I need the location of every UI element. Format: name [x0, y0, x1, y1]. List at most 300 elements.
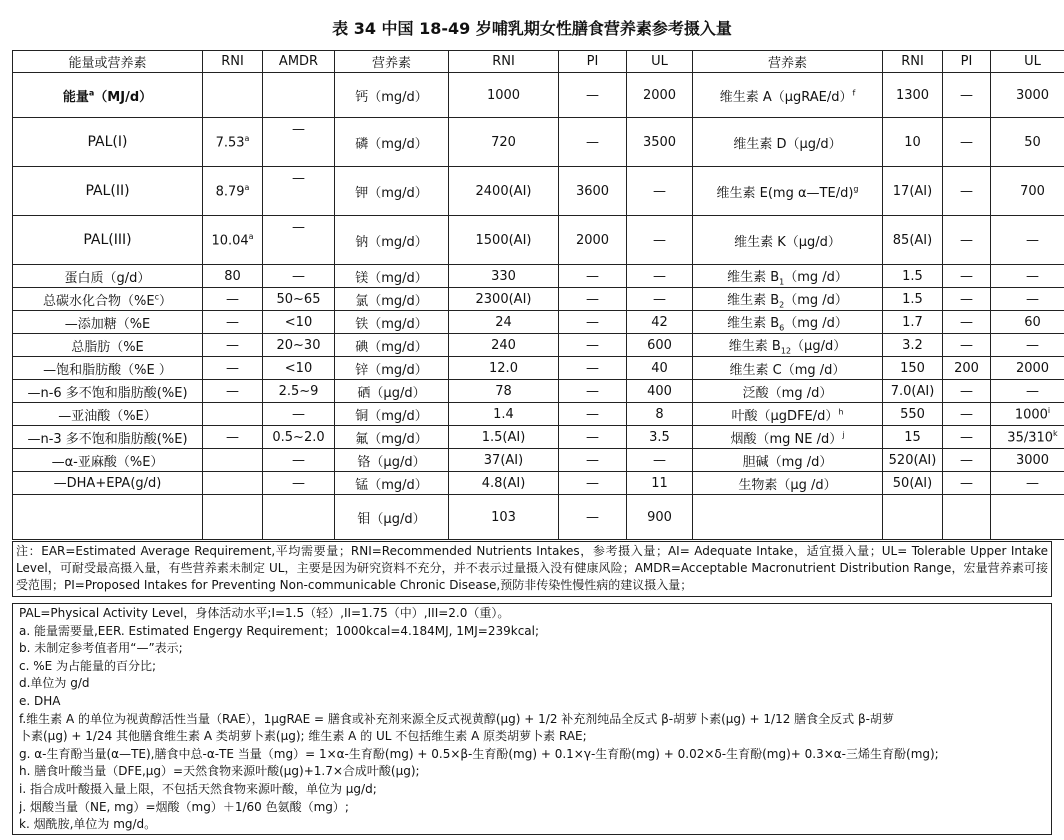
table-cell [943, 73, 991, 118]
cell-text: 50~65 [276, 291, 321, 307]
cell-text: — [1026, 475, 1039, 491]
table-cell [883, 311, 943, 334]
table-cell [559, 311, 627, 334]
cell-text: 氟（mg/d） [355, 431, 428, 447]
table-cell [263, 403, 335, 426]
cell-text: —添加糖（%E [64, 316, 151, 332]
table-cell [883, 472, 943, 495]
table-header-row [13, 51, 1064, 73]
table-cell [203, 288, 263, 311]
cell-text: 1300 [895, 87, 930, 103]
cell-text: 240 [491, 337, 516, 353]
cell-text: 钠（mg/d） [355, 234, 428, 250]
table-cell [203, 118, 263, 167]
table-cell [203, 334, 263, 357]
table-cell [883, 288, 943, 311]
cell-text: <10 [284, 360, 313, 376]
table-cell [263, 449, 335, 472]
footnote-line: e. DHA [19, 693, 61, 708]
cell-text: 1.5 [902, 268, 923, 284]
cell-text: 50 [1024, 134, 1041, 150]
table-cell [991, 265, 1064, 288]
header-cell: PI [943, 51, 991, 73]
table-row [13, 73, 1064, 118]
cell-text: 能量 [62, 89, 89, 105]
cell-text: 1000 [1014, 407, 1048, 423]
cell-text: — [586, 268, 599, 284]
table-cell [13, 357, 203, 380]
cell-text: 42 [651, 314, 668, 330]
cell-text: 总碳水化合物（%E [43, 293, 155, 309]
cell-text: — [226, 337, 239, 353]
cell-text: 维生素 D（μg/d） [733, 136, 842, 152]
cell-text-rest: （mg /d） [784, 269, 848, 285]
table-cell [263, 472, 335, 495]
table-cell [693, 357, 883, 380]
table-cell [627, 265, 693, 288]
cell-text: —α-亚麻酸（%E） [51, 454, 164, 470]
cell-text: —n-3 多不饱和脂肪酸(%E) [27, 431, 188, 447]
cell-text: 0.5~2.0 [272, 429, 325, 445]
table-cell [335, 403, 449, 426]
table-row [13, 495, 1064, 540]
cell-subscript: 2 [779, 300, 785, 310]
table-cell [335, 167, 449, 216]
cell-text: — [586, 509, 599, 525]
cell-text: 900 [647, 509, 672, 525]
cell-text: 1500(AI) [475, 232, 532, 248]
table-cell [335, 73, 449, 118]
table-cell [883, 118, 943, 167]
table-cell [449, 403, 559, 426]
footnote-line: j. 烟酸当量（NE, mg）=烟酸（mg）＋1/60 色氨酸（mg）; [19, 799, 349, 814]
cell-text: — [292, 122, 305, 137]
cell-text: — [586, 383, 599, 399]
cell-text: 37(AI) [483, 452, 524, 468]
cell-text: — [960, 452, 973, 468]
cell-text: 10.04 [211, 233, 249, 249]
cell-text: — [1026, 383, 1039, 399]
cell-text: — [960, 337, 973, 353]
table-cell [693, 167, 883, 216]
table-cell [263, 216, 335, 265]
cell-text: — [960, 232, 973, 248]
table-cell [335, 495, 449, 540]
table-cell [203, 380, 263, 403]
cell-text: 钾（mg/d） [355, 185, 428, 201]
table-cell [627, 357, 693, 380]
cell-text: — [292, 406, 305, 422]
page-title: 表 34 中国 18-49 岁哺乳期女性膳食营养素参考摄入量 [332, 19, 732, 38]
cell-text: — [960, 383, 973, 399]
table-cell [943, 265, 991, 288]
cell-text: 3600 [575, 183, 610, 199]
table-cell [883, 495, 943, 540]
table-cell [335, 426, 449, 449]
table-cell [627, 288, 693, 311]
cell-text: 2000 [575, 232, 610, 248]
table-cell [449, 118, 559, 167]
cell-text: 50(AI) [892, 475, 933, 491]
table-cell [559, 357, 627, 380]
cell-text: 700 [1020, 183, 1045, 199]
cell-subscript: 12 [780, 346, 792, 356]
cell-text: 330 [491, 268, 516, 284]
cell-text: 103 [491, 509, 516, 525]
cell-text: — [1026, 232, 1039, 248]
table-cell [693, 426, 883, 449]
table-cell [943, 334, 991, 357]
cell-text: 400 [647, 383, 672, 399]
table-cell [883, 357, 943, 380]
table-cell [943, 167, 991, 216]
cell-text: 78 [495, 383, 512, 399]
cell-superscript: i [1047, 405, 1051, 415]
cell-text-rest: ） [158, 293, 172, 309]
table-row [13, 357, 1064, 380]
table-cell [883, 216, 943, 265]
cell-text: 生物素（μg /d） [738, 477, 837, 493]
cell-text: 2.5~9 [278, 383, 319, 399]
cell-text: PAL(II) [85, 183, 130, 199]
table-cell [991, 426, 1064, 449]
table-cell [449, 426, 559, 449]
cell-superscript: a [88, 88, 95, 98]
table-cell [263, 495, 335, 540]
table-cell [559, 167, 627, 216]
cell-text: — [1026, 268, 1039, 284]
table-cell [943, 216, 991, 265]
cell-text-rest: （mg /d） [784, 315, 848, 331]
table-row [13, 380, 1064, 403]
cell-text: — [226, 429, 239, 445]
cell-text: 铜（mg/d） [355, 408, 428, 424]
cell-text: 8.79 [215, 184, 245, 200]
table-cell [627, 449, 693, 472]
table-cell [263, 380, 335, 403]
cell-text: 1000 [486, 87, 521, 103]
cell-text: — [586, 87, 599, 103]
cell-text: — [960, 87, 973, 103]
table-cell [449, 357, 559, 380]
table-cell [263, 357, 335, 380]
table-cell [883, 265, 943, 288]
table-cell [627, 167, 693, 216]
cell-text: 15 [904, 429, 921, 445]
cell-superscript: j [842, 430, 845, 440]
table-cell [13, 311, 203, 334]
table-cell [991, 118, 1064, 167]
table-cell [943, 380, 991, 403]
cell-text: 40 [651, 360, 668, 376]
cell-superscript: f [852, 88, 856, 98]
cell-text: 3500 [642, 134, 677, 150]
table-cell [13, 380, 203, 403]
table-cell [943, 311, 991, 334]
cell-text: 2000 [1015, 360, 1050, 376]
table-cell [693, 311, 883, 334]
footnote-line: PAL=Physical Activity Level，身体活动水平;I=1.5（轻）,II=1.75（中）,III=2.0（重）。 [19, 606, 510, 620]
table-cell [13, 118, 203, 167]
cell-text: — [292, 171, 305, 186]
table-cell [943, 449, 991, 472]
table-cell [559, 288, 627, 311]
table-cell [693, 334, 883, 357]
cell-text: 维生素 C（mg /d） [729, 362, 846, 378]
header-cell: RNI [883, 51, 943, 73]
table-cell [13, 167, 203, 216]
table-cell [559, 426, 627, 449]
table-cell [335, 380, 449, 403]
table-row [13, 118, 1064, 167]
table-cell [13, 403, 203, 426]
table-cell [693, 288, 883, 311]
cell-subscript: 1 [779, 277, 785, 287]
table-cell [991, 167, 1064, 216]
footnote-line: g. α-生育酚当量(α—TE),膳食中总-α-TE 当量（mg）= 1×α-生育酚(mg) + 0.5×β-生育酚(mg) + 0.1×γ-生育酚(mg) + 0.02×δ-生育酚(mg)+ 0.3×α-三烯生育酚(mg); [19, 746, 939, 761]
cell-text: 钼（μg/d） [357, 511, 426, 527]
cell-text: — [292, 220, 305, 235]
table-cell [449, 495, 559, 540]
cell-text: — [586, 406, 599, 422]
table-cell [559, 449, 627, 472]
table-cell [627, 426, 693, 449]
cell-superscript: k [1053, 428, 1058, 438]
cell-text: — [226, 291, 239, 307]
cell-text: 24 [495, 314, 512, 330]
header-cell: UL [627, 51, 693, 73]
cell-text: 锌（mg/d） [355, 362, 428, 378]
table-row [13, 265, 1064, 288]
cell-text: 10 [904, 134, 921, 150]
table-cell [335, 288, 449, 311]
cell-text: 维生素 B [727, 269, 780, 285]
cell-text: 150 [900, 360, 925, 376]
cell-text: — [960, 268, 973, 284]
cell-text: 85(AI) [892, 232, 933, 248]
table-cell [263, 334, 335, 357]
cell-text: 3.2 [902, 337, 923, 353]
cell-text: 泛酸（mg /d） [742, 385, 833, 401]
cell-text: — [653, 291, 666, 307]
cell-text: 35/310 [1007, 430, 1054, 446]
table-cell [943, 403, 991, 426]
cell-text: PAL(I) [87, 134, 128, 150]
table-row [13, 288, 1064, 311]
table-cell [627, 216, 693, 265]
table-cell [449, 380, 559, 403]
cell-text: — [586, 452, 599, 468]
table-cell [203, 472, 263, 495]
table-cell [991, 380, 1064, 403]
cell-text: — [960, 134, 973, 150]
table-cell [991, 288, 1064, 311]
table-cell [693, 472, 883, 495]
table-cell [693, 118, 883, 167]
table-cell [13, 426, 203, 449]
table-cell [263, 426, 335, 449]
cell-text-rest: （mg /d） [784, 292, 848, 308]
table-cell [627, 380, 693, 403]
header-cell: UL [991, 51, 1064, 73]
cell-text: 1.4 [493, 406, 514, 422]
cell-superscript: a [248, 231, 254, 241]
footnote-line: k. 烟酰胺,单位为 mg/d。 [19, 817, 157, 832]
cell-text-rest: （MJ/d） [94, 89, 153, 105]
table-cell [883, 73, 943, 118]
table-cell [449, 167, 559, 216]
cell-text: 铬（μg/d） [357, 454, 426, 470]
cell-text: 叶酸（μgDFE/d） [731, 408, 839, 424]
table-cell [13, 216, 203, 265]
table-cell [13, 73, 203, 118]
cell-text: 11 [651, 475, 668, 491]
cell-text: 200 [954, 360, 979, 376]
table-cell [559, 472, 627, 495]
table-cell [13, 449, 203, 472]
table-cell [203, 73, 263, 118]
cell-superscript: g [853, 184, 859, 194]
cell-text: 维生素 K（μg/d） [734, 234, 841, 250]
table-cell [335, 118, 449, 167]
cell-text: — [586, 314, 599, 330]
table-cell [449, 311, 559, 334]
footnote-line: i. 指合成叶酸摄入量上限，不包括天然食物来源叶酸，单位为 μg/d; [19, 781, 377, 796]
cell-text: 蛋白质（g/d） [64, 270, 151, 286]
footnote-line: c. %E 为占能量的百分比; [19, 658, 157, 673]
table-cell [263, 167, 335, 216]
cell-text: 2300(AI) [475, 291, 532, 307]
cell-text: — [586, 337, 599, 353]
cell-text: 维生素 E(mg α—TE/d) [716, 185, 854, 201]
cell-subscript: 6 [779, 323, 785, 333]
nutrient-table [12, 50, 1064, 540]
table-cell [883, 449, 943, 472]
table-cell [991, 495, 1064, 540]
header-cell: 营养素 [335, 51, 449, 73]
table-cell [943, 495, 991, 540]
footnote-line: h. 膳食叶酸当量（DFE,μg）=天然食物来源叶酸(μg)+1.7×合成叶酸(μg); [19, 764, 420, 779]
cell-text: 20~30 [276, 337, 321, 353]
cell-text: 520(AI) [888, 452, 937, 468]
table-cell [883, 380, 943, 403]
cell-text: 17(AI) [892, 183, 933, 199]
table-cell [991, 334, 1064, 357]
table-cell [263, 118, 335, 167]
table-cell [627, 334, 693, 357]
table-cell [559, 216, 627, 265]
cell-text-rest: （μg/d） [791, 338, 847, 354]
table-cell [559, 495, 627, 540]
table-cell [449, 334, 559, 357]
table-cell [943, 472, 991, 495]
cell-text: 胆碱（mg /d） [742, 454, 833, 470]
cell-text: 60 [1024, 314, 1041, 330]
table-cell [627, 495, 693, 540]
cell-text: 2000 [642, 87, 677, 103]
table-cell [943, 118, 991, 167]
cell-text: 80 [224, 268, 241, 284]
table-cell [335, 334, 449, 357]
table-cell [203, 216, 263, 265]
table-cell [263, 265, 335, 288]
footnotes-box [12, 603, 1052, 835]
table-cell [991, 216, 1064, 265]
table-cell [263, 311, 335, 334]
table-cell [693, 216, 883, 265]
cell-text: 氯（mg/d） [355, 293, 428, 309]
cell-text: 2400(AI) [475, 183, 532, 199]
table-cell [13, 472, 203, 495]
table-cell [203, 357, 263, 380]
table-cell [943, 426, 991, 449]
footnote-line: 卜素(μg) + 1/24 其他膳食维生素 A 类胡萝卜素(μg); 维生素 A 的 UL 不包括维生素 A 原类胡萝卜素 RAE; [19, 729, 587, 744]
table-cell [883, 403, 943, 426]
table-cell [627, 311, 693, 334]
cell-text: 8 [655, 406, 664, 422]
cell-text: — [586, 134, 599, 150]
cell-text: — [586, 475, 599, 491]
table-cell [13, 334, 203, 357]
table-cell [203, 403, 263, 426]
cell-text: — [292, 475, 305, 491]
cell-text: 磷（mg/d） [355, 136, 428, 152]
table-cell [203, 495, 263, 540]
table-cell [943, 288, 991, 311]
header-cell: PI [559, 51, 627, 73]
table-cell [335, 357, 449, 380]
table-cell [991, 73, 1064, 118]
table-cell [559, 380, 627, 403]
table-cell [13, 288, 203, 311]
table-cell [203, 311, 263, 334]
table-cell [991, 357, 1064, 380]
table-cell [991, 449, 1064, 472]
cell-text: — [960, 475, 973, 491]
cell-superscript: a [244, 133, 250, 143]
table-cell [559, 334, 627, 357]
cell-text: — [653, 452, 666, 468]
cell-text: 4.8(AI) [481, 475, 526, 491]
table-cell [449, 216, 559, 265]
table-cell [203, 426, 263, 449]
cell-text: —DHA+EPA(g/d) [53, 475, 162, 491]
table-cell [335, 472, 449, 495]
header-cell: RNI [203, 51, 263, 73]
abbreviation-note: 注：EAR=Estimated Average Requirement,平均需要量；RNI=Recommended Nutrients Intakes，参考摄入量；AI= Adequate Intake，适宜摄入量；UL= Tolerable Upper Intake Level，可耐受最高摄入量，有些营养素未制定 UL，主要是因为研究资料不充分，并不表示过量摄入没有健康风险；AMDR=Acceptable Macronutrient Distribution Range，宏量营养素可接受范围；PI=Proposed Intakes for Preventing Non-communicable Chronic Disease,预防非传染性慢性病的建议摄入量； [12, 541, 1052, 597]
header-cell: AMDR [263, 51, 335, 73]
table-cell [693, 403, 883, 426]
table-cell [263, 288, 335, 311]
cell-text: 铁（mg/d） [355, 316, 428, 332]
footnote-line: b. 未制定参考值者用“—”表示; [19, 641, 183, 656]
table-row [13, 403, 1064, 426]
cell-text: — [1026, 337, 1039, 353]
cell-text: 3000 [1015, 452, 1050, 468]
table-cell [627, 118, 693, 167]
cell-text: —亚油酸（%E） [58, 408, 157, 424]
table-cell [693, 449, 883, 472]
table-cell [449, 449, 559, 472]
cell-text: — [960, 291, 973, 307]
header-cell: RNI [449, 51, 559, 73]
cell-text: —n-6 多不饱和脂肪酸(%E) [27, 385, 188, 401]
table-cell [559, 118, 627, 167]
cell-text: 1.7 [902, 314, 923, 330]
table-row [13, 334, 1064, 357]
table-cell [693, 265, 883, 288]
table-cell [693, 495, 883, 540]
